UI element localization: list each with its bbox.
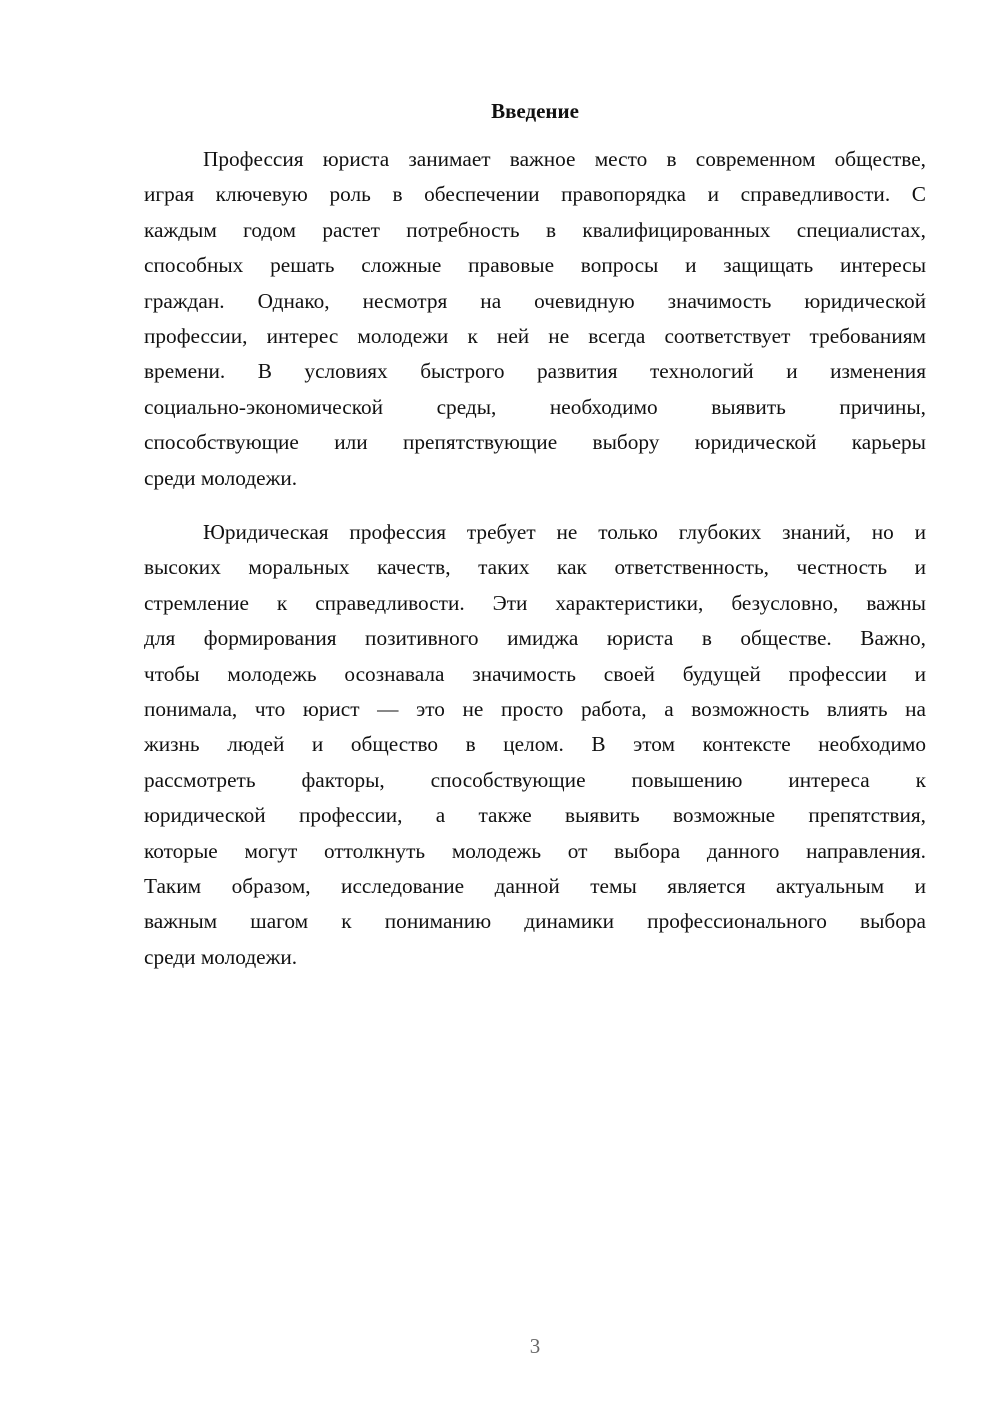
paragraph-line: для формирования позитивного имиджа юриста в обществе. Важно, <box>144 626 926 651</box>
paragraph-line: рассмотреть факторы, способствующие повышению интереса к <box>144 767 926 792</box>
paragraph-line: профессии, интерес молодежи к ней не всегда соответствует требованиям <box>144 323 926 348</box>
paragraph-line: Таким образом, исследование данной темы является актуальным и <box>144 873 926 898</box>
paragraph-line: среди молодежи. <box>144 944 298 969</box>
paragraph-line: способных решать сложные правовые вопросы и защищать интересы <box>144 253 926 278</box>
paragraph-line: понимала, что юрист — это не просто работа, а возможность влиять на <box>144 696 926 721</box>
paragraph-line: стремление к справедливости. Эти характеристики, безусловно, важны <box>144 590 926 615</box>
paragraph-line: среди молодежи. <box>144 465 298 490</box>
paragraph-line: играя ключевую роль в обеспечении правопорядка и справедливости. С <box>144 182 926 207</box>
page-number: 3 <box>529 1334 541 1358</box>
paragraph-2 <box>144 515 926 975</box>
paragraph-line: Профессия юриста занимает важное место в современном обществе, <box>203 147 926 171</box>
section-heading: Введение <box>491 99 579 123</box>
paragraph-line: важным шагом к пониманию динамики профессионального выбора <box>144 909 926 934</box>
paragraph-line: чтобы молодежь осознавала значимость своей будущей профессии и <box>144 661 926 686</box>
paragraph-line: высоких моральных качеств, таких как ответственность, честность и <box>144 555 926 580</box>
paragraph-line: юридической профессии, а также выявить возможные препятствия, <box>144 803 926 828</box>
paragraph-line: каждым годом растет потребность в квалифицированных специалистах, <box>144 217 926 242</box>
paragraph-1 <box>144 142 926 496</box>
paragraph-line: способствующие или препятствующие выбору юридической карьеры <box>144 430 926 455</box>
paragraph-line: жизнь людей и общество в целом. В этом контексте необходимо <box>144 732 926 757</box>
paragraph-line: которые могут оттолкнуть молодежь от выбора данного направления. <box>144 838 926 863</box>
paragraph-line: граждан. Однако, несмотря на очевидную значимость юридической <box>144 288 926 313</box>
paragraph-line: времени. В условиях быстрого развития технологий и изменения <box>144 359 926 384</box>
paragraph-line: социально-экономической среды, необходимо выявить причины, <box>144 394 926 419</box>
paragraph-line: Юридическая профессия требует не только глубоких знаний, но и <box>203 520 926 544</box>
